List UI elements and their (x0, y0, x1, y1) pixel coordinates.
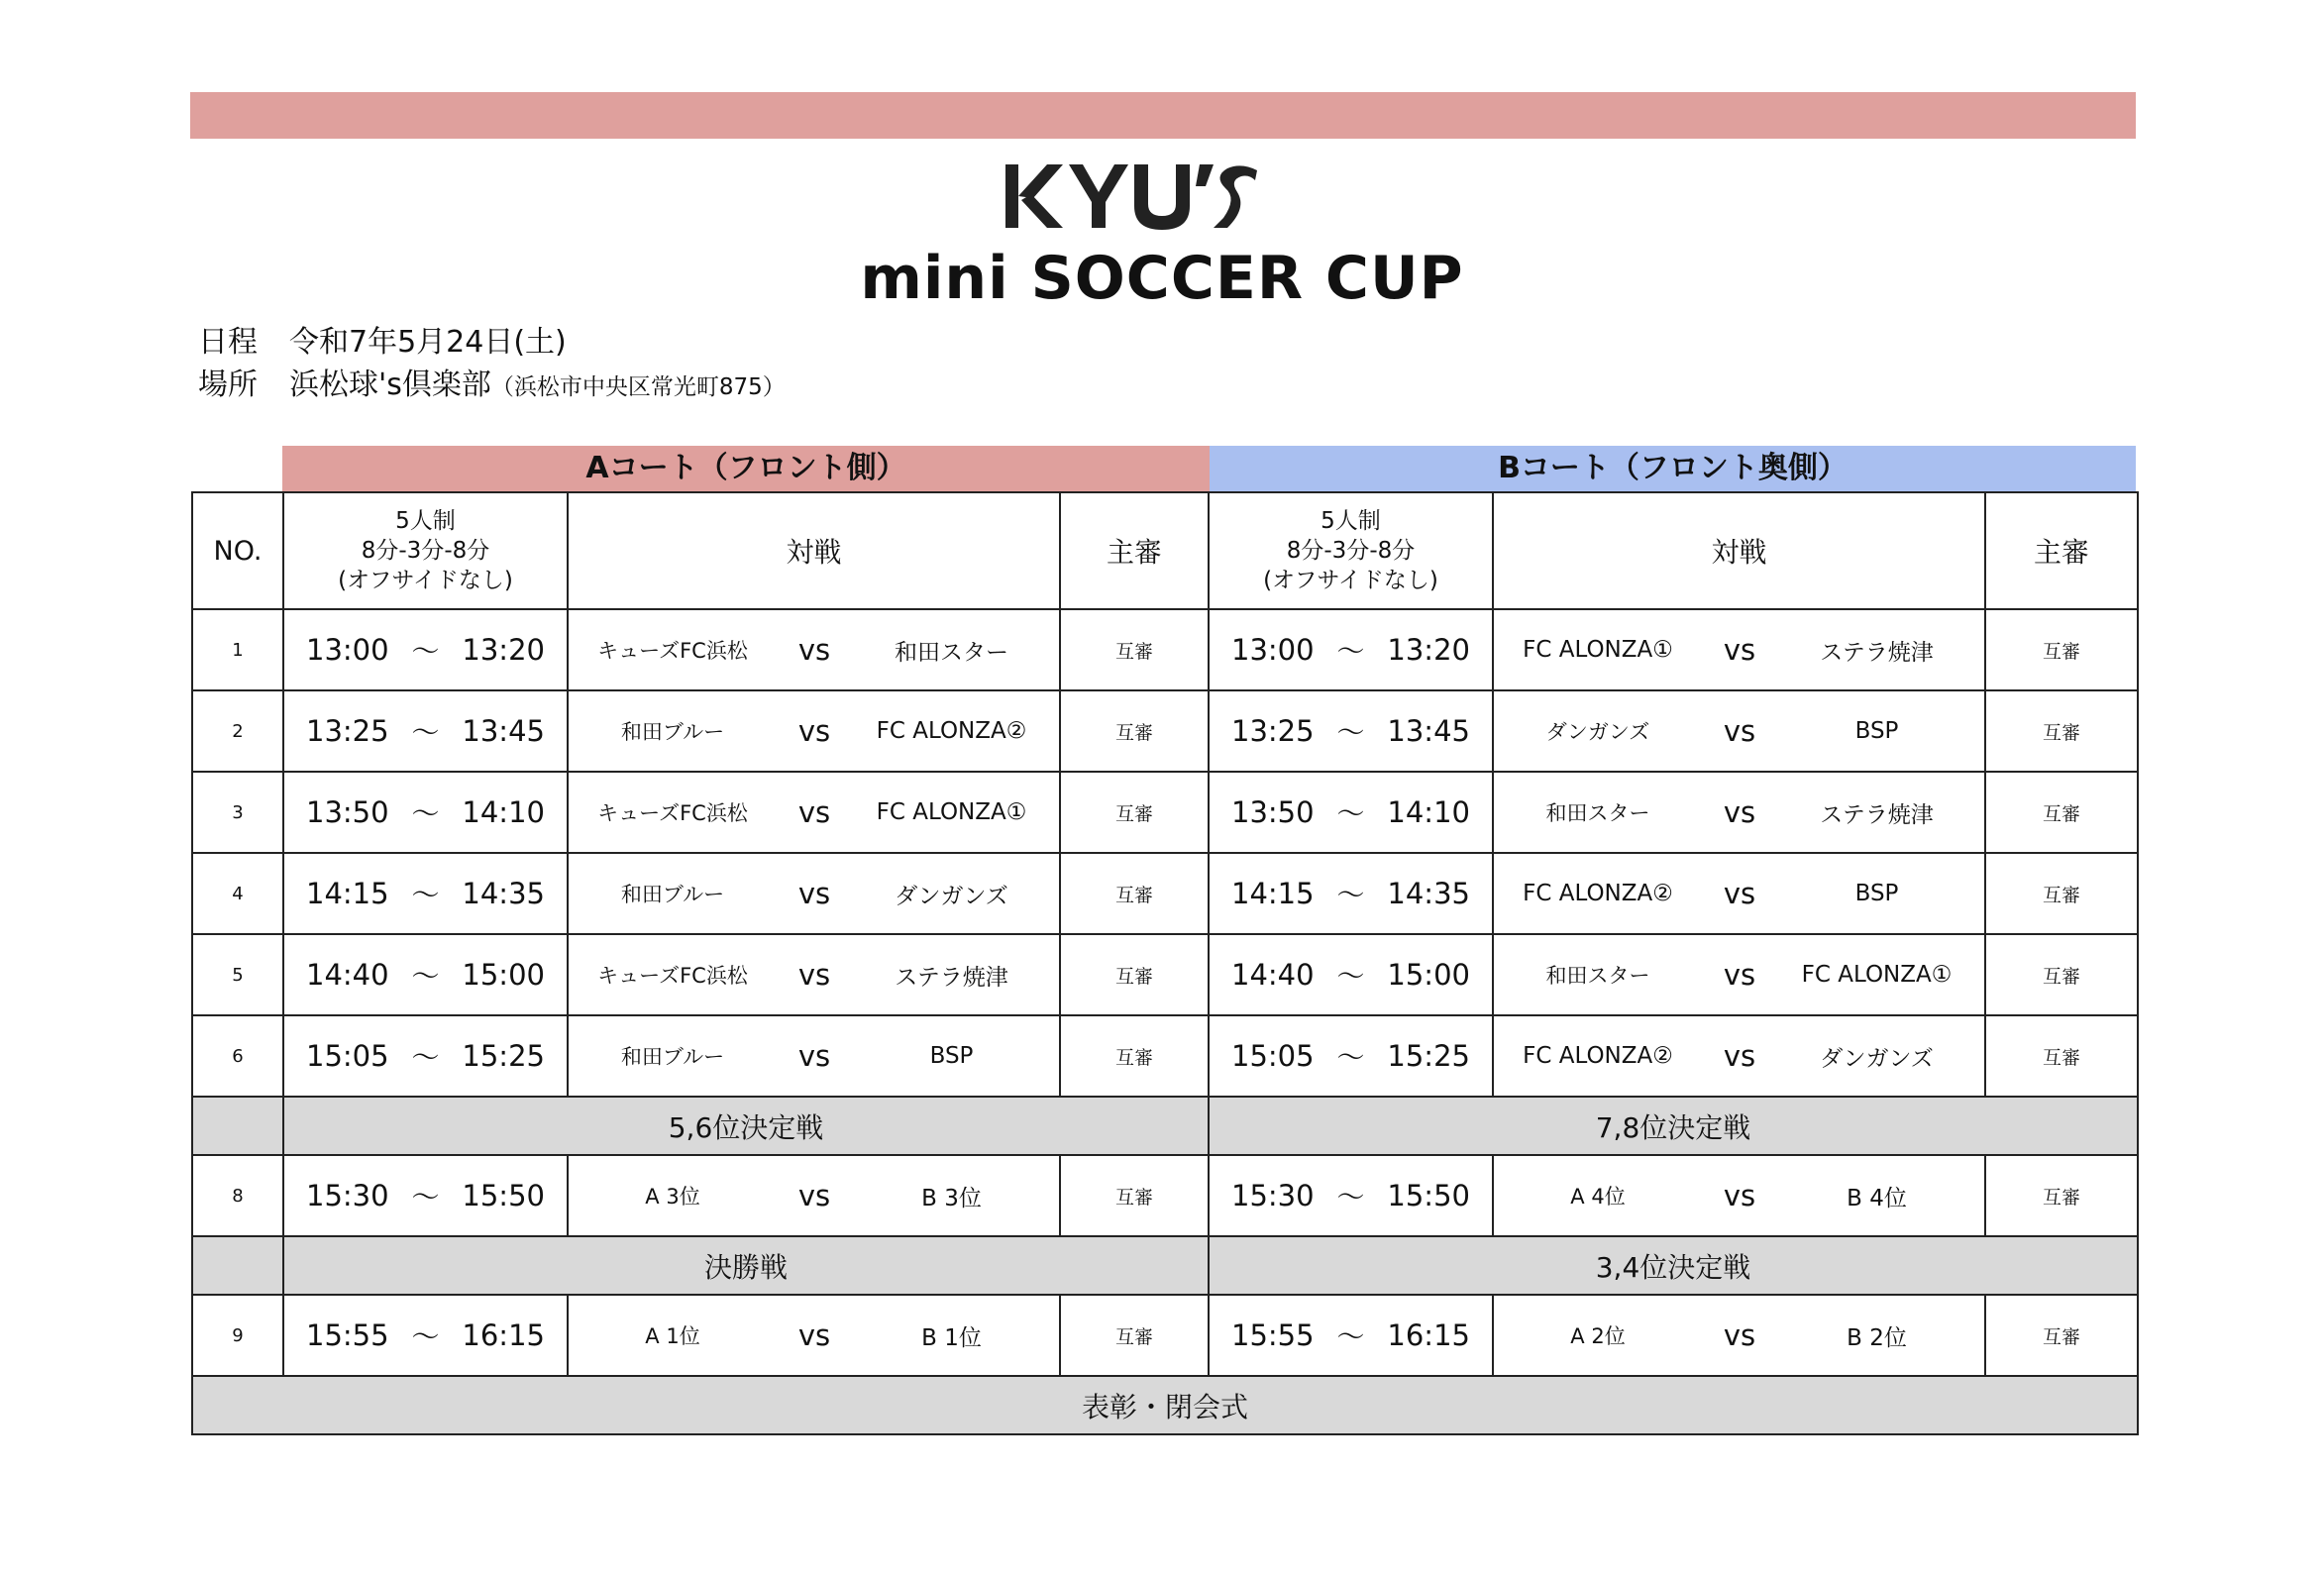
end-time: 13:20 (462, 633, 545, 667)
team-1: A 1位 (645, 1324, 700, 1348)
team-1: FC ALONZA② (1523, 881, 1673, 906)
closing-row (192, 1376, 2138, 1434)
vs-label: vs (797, 795, 831, 829)
team-1: A 4位 (1570, 1185, 1626, 1209)
vs-label: vs (1723, 1179, 1756, 1212)
time-cell-a (283, 609, 568, 690)
time-cell-b (1209, 609, 1493, 690)
vs-label: vs (1723, 958, 1756, 992)
date-value: 令和7年5月24日(土) (289, 325, 567, 360)
start-time: 13:00 (1231, 633, 1315, 667)
end-time: 14:35 (1387, 877, 1470, 910)
time-cell-a (283, 690, 568, 772)
match-cell-a (568, 772, 1060, 853)
referee-cell-b: 互審 (1985, 609, 2138, 690)
start-time: 15:30 (1231, 1179, 1315, 1212)
referee-cell-a: 互審 (1060, 853, 1209, 934)
header-referee-a: 主審 (1060, 492, 1209, 609)
vs-label: vs (1723, 633, 1756, 667)
table-row (192, 853, 2138, 934)
match-cell-a (568, 1155, 1060, 1236)
referee-cell-b: 互審 (1985, 690, 2138, 772)
tilde: ～ (411, 960, 440, 993)
section-row (192, 1236, 2138, 1295)
end-time: 13:20 (1387, 633, 1470, 667)
team-2: ステラ焼津 (1820, 801, 1934, 828)
team-1: 和田ブルー (620, 720, 725, 744)
team-1: FC ALONZA② (1523, 1043, 1673, 1069)
referee-cell-a: 互審 (1060, 1015, 1209, 1097)
place-address: （浜松市中央区常光町875） (490, 374, 786, 400)
match-cell-b (1493, 853, 1985, 934)
end-time: 15:00 (462, 958, 545, 992)
tilde: ～ (1336, 635, 1365, 668)
vs-label: vs (797, 877, 831, 910)
vs-label: vs (1723, 714, 1756, 748)
tilde: ～ (411, 1181, 440, 1213)
vs-label: vs (797, 958, 831, 992)
start-time: 13:00 (306, 633, 389, 667)
time-cell-b (1209, 772, 1493, 853)
section-title-a: 5,6位決定戦 (283, 1097, 1209, 1155)
section-no-cell (192, 1097, 283, 1155)
referee-cell-b: 互審 (1985, 772, 2138, 853)
team-2: FC ALONZA① (1801, 962, 1953, 988)
end-time: 13:45 (1387, 714, 1470, 748)
time-cell-a (283, 1295, 568, 1376)
start-time: 13:25 (1231, 714, 1315, 748)
start-time: 14:15 (306, 877, 389, 910)
format-line2: 8分-3分-8分 (361, 538, 490, 564)
end-time: 14:35 (462, 877, 545, 910)
match-cell-b (1493, 690, 1985, 772)
vs-label: vs (1723, 877, 1756, 910)
section-row (192, 1097, 2138, 1155)
vs-label: vs (1723, 1318, 1756, 1352)
table-row (192, 1015, 2138, 1097)
tilde: ～ (411, 716, 440, 749)
table-row (192, 1155, 2138, 1236)
time-cell-b (1209, 1015, 1493, 1097)
format-line3: (オフサイドなし) (1263, 568, 1438, 593)
match-cell-b (1493, 609, 1985, 690)
time-cell-a (283, 1155, 568, 1236)
time-cell-a (283, 934, 568, 1015)
referee-cell-a: 互審 (1060, 609, 1209, 690)
team-1: キューズFC浜松 (597, 801, 748, 825)
place-row (198, 360, 786, 403)
court-a-header: Aコート（フロント側） (282, 446, 1210, 491)
referee-cell-b: 互審 (1985, 1015, 2138, 1097)
team-2: ダンガンズ (895, 883, 1008, 909)
match-number: 8 (192, 1155, 283, 1236)
end-time: 15:25 (1387, 1039, 1470, 1073)
referee-cell-b: 互審 (1985, 934, 2138, 1015)
match-cell-b (1493, 1015, 1985, 1097)
vs-label: vs (1723, 795, 1756, 829)
team-2: B 4位 (1847, 1185, 1907, 1211)
match-cell-b (1493, 1155, 1985, 1236)
tilde: ～ (1336, 1041, 1365, 1074)
end-time: 16:15 (1387, 1318, 1470, 1352)
vs-label: vs (797, 633, 831, 667)
referee-cell-a: 互審 (1060, 934, 1209, 1015)
team-1: ダンガンズ (1545, 720, 1650, 744)
tilde: ～ (411, 1320, 440, 1353)
match-number: 3 (192, 772, 283, 853)
schedule-table (191, 491, 2139, 1435)
team-1: FC ALONZA① (1523, 637, 1673, 663)
start-time: 15:30 (306, 1179, 389, 1212)
end-time: 13:45 (462, 714, 545, 748)
table-row (192, 772, 2138, 853)
format-line2: 8分-3分-8分 (1286, 538, 1416, 564)
closing-ceremony: 表彰・閉会式 (192, 1376, 2138, 1434)
table-row (192, 690, 2138, 772)
table-row (192, 934, 2138, 1015)
vs-label: vs (797, 1039, 831, 1073)
match-cell-b (1493, 1295, 1985, 1376)
team-1: キューズFC浜松 (597, 964, 748, 988)
team-2: B 3位 (921, 1185, 982, 1211)
referee-cell-b: 互審 (1985, 1155, 2138, 1236)
match-number: 6 (192, 1015, 283, 1097)
format-line1: 5人制 (395, 508, 456, 534)
team-2: 和田スター (895, 639, 1008, 666)
vs-label: vs (1723, 1039, 1756, 1073)
end-time: 15:50 (1387, 1179, 1470, 1212)
team-2: ステラ焼津 (895, 964, 1008, 991)
kyus-logo (1004, 158, 1261, 234)
match-number: 5 (192, 934, 283, 1015)
time-cell-a (283, 1015, 568, 1097)
referee-cell-a: 互審 (1060, 690, 1209, 772)
tilde: ～ (1336, 716, 1365, 749)
team-2: BSP (1854, 881, 1899, 906)
time-cell-b (1209, 934, 1493, 1015)
top-banner-bar (190, 92, 2136, 139)
start-time: 15:05 (1231, 1039, 1315, 1073)
match-cell-a (568, 609, 1060, 690)
tilde: ～ (1336, 879, 1365, 911)
referee-cell-a: 互審 (1060, 1295, 1209, 1376)
start-time: 14:15 (1231, 877, 1315, 910)
team-2: ステラ焼津 (1820, 639, 1934, 666)
match-cell-a (568, 1295, 1060, 1376)
team-1: 和田ブルー (620, 1045, 725, 1069)
referee-cell-a: 互審 (1060, 1155, 1209, 1236)
team-2: B 2位 (1847, 1324, 1907, 1351)
section-title-b: 7,8位決定戦 (1209, 1097, 2138, 1155)
team-1: A 2位 (1570, 1324, 1626, 1348)
start-time: 14:40 (1231, 958, 1315, 992)
tilde: ～ (1336, 1320, 1365, 1353)
time-cell-b (1209, 690, 1493, 772)
start-time: 13:25 (306, 714, 389, 748)
court-b-header: Bコート（フロント奥側） (1210, 446, 2136, 491)
team-2: BSP (1854, 718, 1899, 744)
team-1: A 3位 (645, 1185, 700, 1209)
end-time: 15:00 (1387, 958, 1470, 992)
section-title-a: 決勝戦 (283, 1236, 1209, 1295)
table-row (192, 1295, 2138, 1376)
team-2: ダンガンズ (1820, 1045, 1934, 1072)
start-time: 14:40 (306, 958, 389, 992)
tilde: ～ (411, 879, 440, 911)
match-cell-a (568, 934, 1060, 1015)
end-time: 16:15 (462, 1318, 545, 1352)
date-label: 日程 (198, 325, 258, 360)
section-title-b: 3,4位決定戦 (1209, 1236, 2138, 1295)
tilde: ～ (411, 797, 440, 830)
team-2: B 1位 (921, 1324, 982, 1351)
team-2: BSP (929, 1043, 974, 1069)
referee-cell-b: 互審 (1985, 1295, 2138, 1376)
vs-label: vs (797, 1179, 831, 1212)
section-no-cell (192, 1236, 283, 1295)
match-cell-a (568, 1015, 1060, 1097)
header-no: NO. (192, 492, 283, 609)
end-time: 14:10 (462, 795, 545, 829)
vs-label: vs (797, 714, 831, 748)
time-cell-b (1209, 853, 1493, 934)
match-cell-a (568, 690, 1060, 772)
event-title: mini SOCCER CUP (860, 244, 1464, 313)
vs-label: vs (797, 1318, 831, 1352)
time-cell-b (1209, 1155, 1493, 1236)
match-cell-b (1493, 934, 1985, 1015)
start-time: 15:55 (306, 1318, 389, 1352)
tilde: ～ (411, 635, 440, 668)
match-number: 9 (192, 1295, 283, 1376)
table-row (192, 609, 2138, 690)
team-1: 和田スター (1545, 801, 1650, 825)
place-value: 浜松球's倶楽部 (289, 368, 491, 402)
referee-cell-b: 互審 (1985, 853, 2138, 934)
header-format-a (283, 492, 568, 609)
time-cell-a (283, 772, 568, 853)
format-line3: (オフサイドなし) (338, 568, 513, 593)
end-time: 14:10 (1387, 795, 1470, 829)
match-cell-a (568, 853, 1060, 934)
team-2: FC ALONZA① (876, 799, 1027, 825)
header-referee-b: 主審 (1985, 492, 2138, 609)
start-time: 15:55 (1231, 1318, 1315, 1352)
tilde: ～ (411, 1041, 440, 1074)
start-time: 13:50 (1231, 795, 1315, 829)
format-line1: 5人制 (1320, 508, 1381, 534)
end-time: 15:25 (462, 1039, 545, 1073)
date-row (198, 317, 567, 361)
header-format-b (1209, 492, 1493, 609)
match-number: 2 (192, 690, 283, 772)
team-1: キューズFC浜松 (597, 639, 748, 663)
place-label: 場所 (198, 368, 258, 402)
tilde: ～ (1336, 1181, 1365, 1213)
table-header-row (192, 492, 2138, 609)
end-time: 15:50 (462, 1179, 545, 1212)
header-match-a: 対戦 (568, 492, 1060, 609)
start-time: 13:50 (306, 795, 389, 829)
match-number: 1 (192, 609, 283, 690)
match-number: 4 (192, 853, 283, 934)
team-1: 和田スター (1545, 964, 1650, 988)
time-cell-b (1209, 1295, 1493, 1376)
tilde: ～ (1336, 960, 1365, 993)
tilde: ～ (1336, 797, 1365, 830)
team-1: 和田ブルー (620, 883, 725, 906)
start-time: 15:05 (306, 1039, 389, 1073)
referee-cell-a: 互審 (1060, 772, 1209, 853)
match-cell-b (1493, 772, 1985, 853)
header-match-b: 対戦 (1493, 492, 1985, 609)
time-cell-a (283, 853, 568, 934)
team-2: FC ALONZA② (876, 718, 1027, 744)
